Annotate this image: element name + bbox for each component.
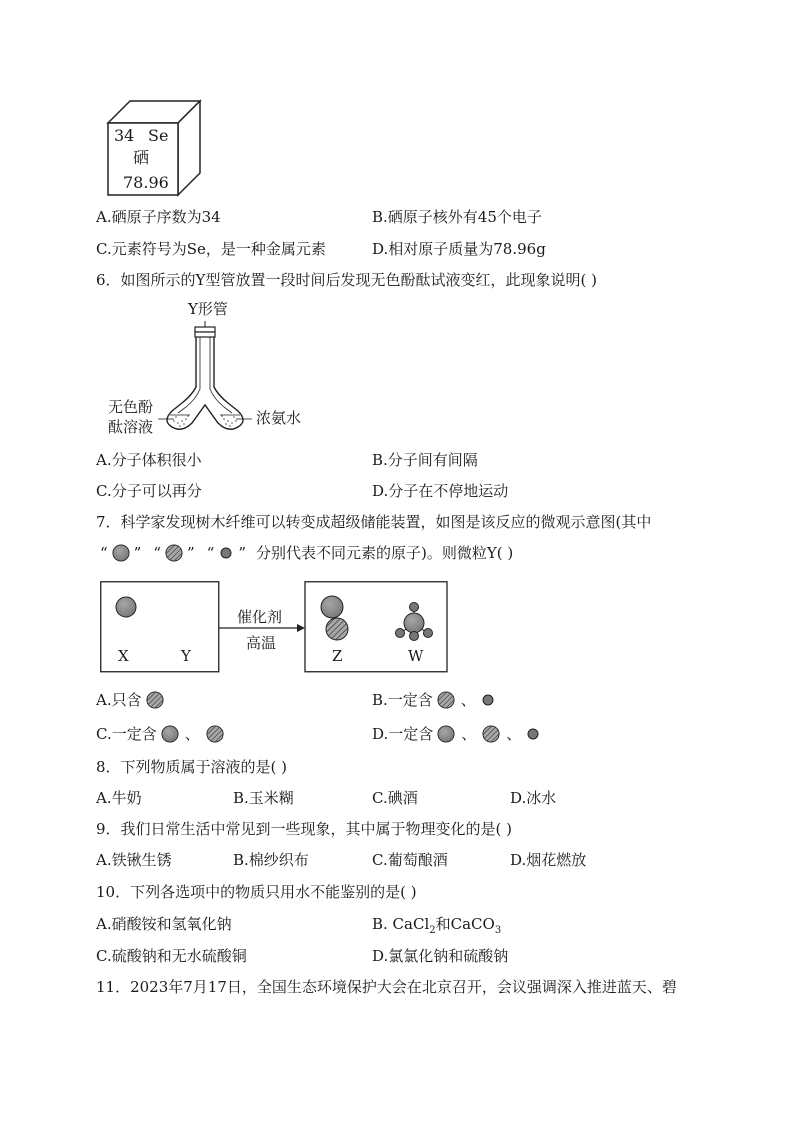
phenolphthalein-label-line2: 酞溶液 [108,418,154,436]
q10-option-c: C.硫酸钠和无水硫酸铜 [96,947,247,965]
separator: 、 [506,725,522,743]
phenolphthalein-label-line1: 无色酚 [108,398,154,416]
quote-close: ” [133,544,142,562]
reaction-diagram [100,581,450,676]
q7-stem-line2 [100,543,513,563]
separator: 、 [184,725,200,743]
q8-option-c: C.碘酒 [372,789,418,807]
small-atom-icon [482,694,494,706]
q5-option-c: C.元素符号为Se，是一种金属元素 [96,240,326,258]
element-name: 硒 [133,148,150,167]
q7-option-b [372,690,494,710]
q6-option-a: A.分子体积很小 [96,451,202,469]
q8-stem: 8．下列物质属于溶液的是( ) [96,758,288,776]
quote-open: “ [100,544,108,562]
label-x: X [118,647,129,665]
quote-close: ” [187,544,195,562]
option-b-part1: B. CaCl [372,915,430,933]
option-label: B.一定含 [372,691,433,709]
label-z: Z [332,647,343,665]
element-atomic-number: 34 [114,126,135,145]
condition-label: 高温 [246,634,277,652]
option-label: D.一定含 [372,725,434,743]
q9-option-d: D.烟花燃放 [510,851,587,869]
q9-option-c: C.葡萄酿酒 [372,851,448,869]
q10-stem: 10．下列各选项中的物质只用水不能鉴别的是( ) [96,883,417,901]
q6-option-d: D.分子在不停地运动 [372,482,509,500]
q8-option-b: B.玉米糊 [233,789,294,807]
element-mass: 78.96 [123,173,169,192]
q6-option-c: C.分子可以再分 [96,482,202,500]
q9-option-a: A.铁锹生锈 [96,851,172,869]
ammonia-label: 浓氨水 [256,409,302,427]
q9-option-b: B.棉纱织布 [233,851,309,869]
q7-stem-line1: 7．科学家发现树木纤维可以转变成超级储能装置，如图是该反应的微观示意图(其中 [96,513,652,531]
hatched-atom-icon [437,691,455,709]
separator: 、 [460,691,476,709]
q9-stem: 9．我们日常生活中常见到一些现象，其中属于物理变化的是( ) [96,820,513,838]
q5-option-d: D.相对原子质量为78.96g [372,240,546,258]
small-atom-icon [527,728,539,740]
q5-option-b: B.硒原子核外有45个电子 [372,208,542,226]
quote-close: ” [238,544,247,562]
grey-atom-icon [437,725,455,743]
quote-open: “ [153,544,162,562]
hatched-atom-icon [206,725,224,743]
q10-option-b [372,914,501,941]
subscript: 3 [494,925,502,936]
q10-option-a: A.硝酸铵和氢氧化钠 [96,915,232,933]
small-atom-icon [220,547,232,559]
grey-atom-icon [161,725,179,743]
hatched-atom-icon [165,544,183,562]
q7-option-c [96,724,224,744]
separator: 、 [461,725,477,743]
option-label: C.一定含 [96,725,157,743]
subscript: 2 [429,925,436,936]
q7-stem-tail: 分别代表不同元素的原子)。则微粒Y( ) [256,544,514,562]
q6-stem: 6．如图所示的Y型管放置一段时间后发现无色酚酞试液变红，此现象说明( ) [96,271,597,289]
grey-atom-icon [112,544,130,562]
quote-open: “ [206,544,215,562]
q6-option-b: B.分子间有间隔 [372,451,478,469]
hatched-atom-icon [482,725,500,743]
q7-option-d [372,724,539,744]
y-tube-label: Y形管 [188,300,228,318]
q8-option-d: D.冰水 [510,789,557,807]
catalyst-label: 催化剂 [237,608,283,626]
option-b-part2: 和CaCO [435,915,495,933]
label-y: Y [181,647,191,665]
q11-stem: 11．2023年7月17日，全国生态环境保护大会在北京召开，会议强调深入推进蓝天、碧 [96,978,677,996]
q10-option-d: D.氯氯化钠和硫酸钠 [372,947,509,965]
q8-option-a: A.牛奶 [96,789,142,807]
element-symbol: Se [148,126,169,145]
q7-option-a [96,690,164,710]
q5-option-a: A.硒原子序数为34 [96,208,221,226]
label-w: W [408,647,424,665]
hatched-atom-icon [146,691,164,709]
option-label: A.只含 [96,691,142,709]
